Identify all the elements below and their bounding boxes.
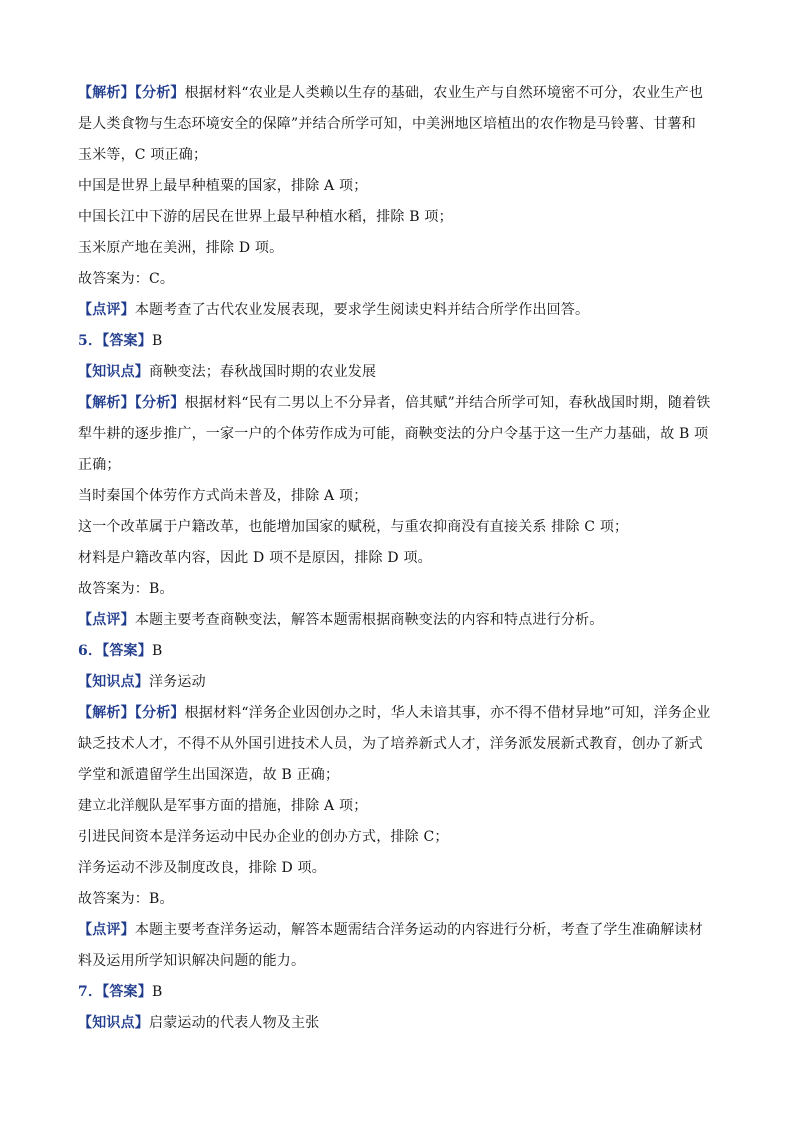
line-text: 引进民间资本是洋务运动中民办企业的创办方式，排除 C； [78, 829, 449, 845]
text-line [78, 512, 718, 543]
line-text: B [151, 643, 163, 659]
line-text: 故答案为：B。 [78, 581, 174, 597]
text-line [78, 109, 718, 140]
line-text: 学堂和派遣留学生出国深造，故 B 正确； [78, 767, 340, 783]
line-text: 洋务运动不涉及制度改良，排除 D 项。 [78, 860, 326, 876]
text-line [78, 853, 718, 884]
text-line [78, 729, 718, 760]
text-line [78, 667, 718, 698]
line-text: 中国长江中下游的居民在世界上最早种植水稻，排除 B 项； [78, 209, 453, 225]
text-line [78, 760, 718, 791]
line-text: 根据材料“农业是人类赖以生存的基础，农业生产与自然环境密不可分，农业生产也 [184, 85, 704, 101]
section-tag: 【知识点】 [78, 674, 149, 690]
line-text: 根据材料“民有二男以上不分异者，倍其赋”并结合所学可知，春秋战国时期，随着铁 [184, 395, 711, 411]
text-line [78, 605, 718, 636]
text-line [78, 295, 718, 326]
text-line [78, 791, 718, 822]
section-tag: 7． [78, 984, 103, 1000]
section-tag: 【解析】【分析】 [78, 85, 185, 101]
text-line [78, 326, 718, 357]
line-text: 缺乏技术人才，不得不从外国引进技术人员，为了培养新式人才，洋务派发展新式教育，创办了新式 [78, 736, 703, 752]
section-tag: 【知识点】 [78, 1015, 149, 1031]
line-text: 犁牛耕的逐步推广，一家一户的个体劳作成为可能，商鞅变法的分户令基于这一生产力基础，故 B 项 [78, 426, 709, 442]
section-tag: 【知识点】 [78, 364, 149, 380]
line-text: 故答案为：B。 [78, 891, 174, 907]
text-line [78, 264, 718, 295]
document-body [78, 78, 718, 1039]
text-line [78, 78, 718, 109]
line-text: 正确； [78, 457, 121, 473]
section-tag: 6． [78, 643, 103, 659]
section-tag: 【答案】 [102, 643, 152, 659]
text-line [78, 233, 718, 264]
text-line [78, 636, 718, 667]
section-tag: 【解析】【分析】 [78, 705, 185, 721]
text-line [78, 946, 718, 977]
line-text: 本题主要考查商鞅变法，解答本题需根据商鞅变法的内容和特点进行分析。 [134, 612, 604, 628]
section-tag: 【点评】 [78, 922, 135, 938]
text-line [78, 388, 718, 419]
line-text: 根据材料“洋务企业因创办之时，华人未谙其事，亦不得不借材异地”可知，洋务企业 [184, 705, 711, 721]
text-line [78, 140, 718, 171]
line-text: B [151, 333, 163, 349]
text-line [78, 419, 718, 450]
section-tag: 【点评】 [78, 302, 135, 318]
text-line [78, 822, 718, 853]
line-text: 玉米等，C 项正确； [78, 147, 208, 163]
text-line [78, 884, 718, 915]
section-tag: 5． [78, 333, 103, 349]
line-text: 启蒙运动的代表人物及主张 [149, 1015, 320, 1031]
line-text: 建立北洋舰队是军事方面的措施，排除 A 项； [78, 798, 368, 814]
line-text: 本题考查了古代农业发展表现，要求学生阅读史料并结合所学作出回答。 [134, 302, 590, 318]
line-text: 料及运用所学知识解决问题的能力。 [78, 953, 306, 969]
text-line [78, 450, 718, 481]
line-text: 当时秦国个体劳作方式尚未普及，排除 A 项； [78, 488, 368, 504]
text-line [78, 171, 718, 202]
text-line [78, 357, 718, 388]
text-line [78, 574, 718, 605]
text-line [78, 202, 718, 233]
line-text: 材料是户籍改革内容，因此 D 项不是原因，排除 D 项。 [78, 550, 432, 566]
text-line [78, 1008, 718, 1039]
line-text: 商鞅变法；春秋战国时期的农业发展 [149, 364, 377, 380]
section-tag: 【答案】 [102, 333, 152, 349]
line-text: 本题主要考查洋务运动，解答本题需结合洋务运动的内容进行分析，考查了学生准确解读材 [134, 922, 703, 938]
line-text: 中国是世界上最早种植粟的国家，排除 A 项； [78, 178, 368, 194]
text-line [78, 698, 718, 729]
text-line [78, 481, 718, 512]
text-line [78, 915, 718, 946]
text-line [78, 977, 718, 1008]
text-line [78, 543, 718, 574]
line-text: 玉米原产地在美洲，排除 D 项。 [78, 240, 284, 256]
line-text: 洋务运动 [149, 674, 206, 690]
section-tag: 【解析】【分析】 [78, 395, 185, 411]
section-tag: 【点评】 [78, 612, 135, 628]
section-tag: 【答案】 [102, 984, 152, 1000]
line-text: 这一个改革属于户籍改革，也能增加国家的赋税，与重农抑商没有直接关系 排除 C 项； [78, 519, 629, 535]
line-text: 故答案为：C。 [78, 271, 175, 287]
line-text: B [151, 984, 163, 1000]
line-text: 是人类食物与生态环境安全的保障”并结合所学可知，中美洲地区培植出的农作物是马铃薯、甘薯和 [78, 116, 696, 132]
